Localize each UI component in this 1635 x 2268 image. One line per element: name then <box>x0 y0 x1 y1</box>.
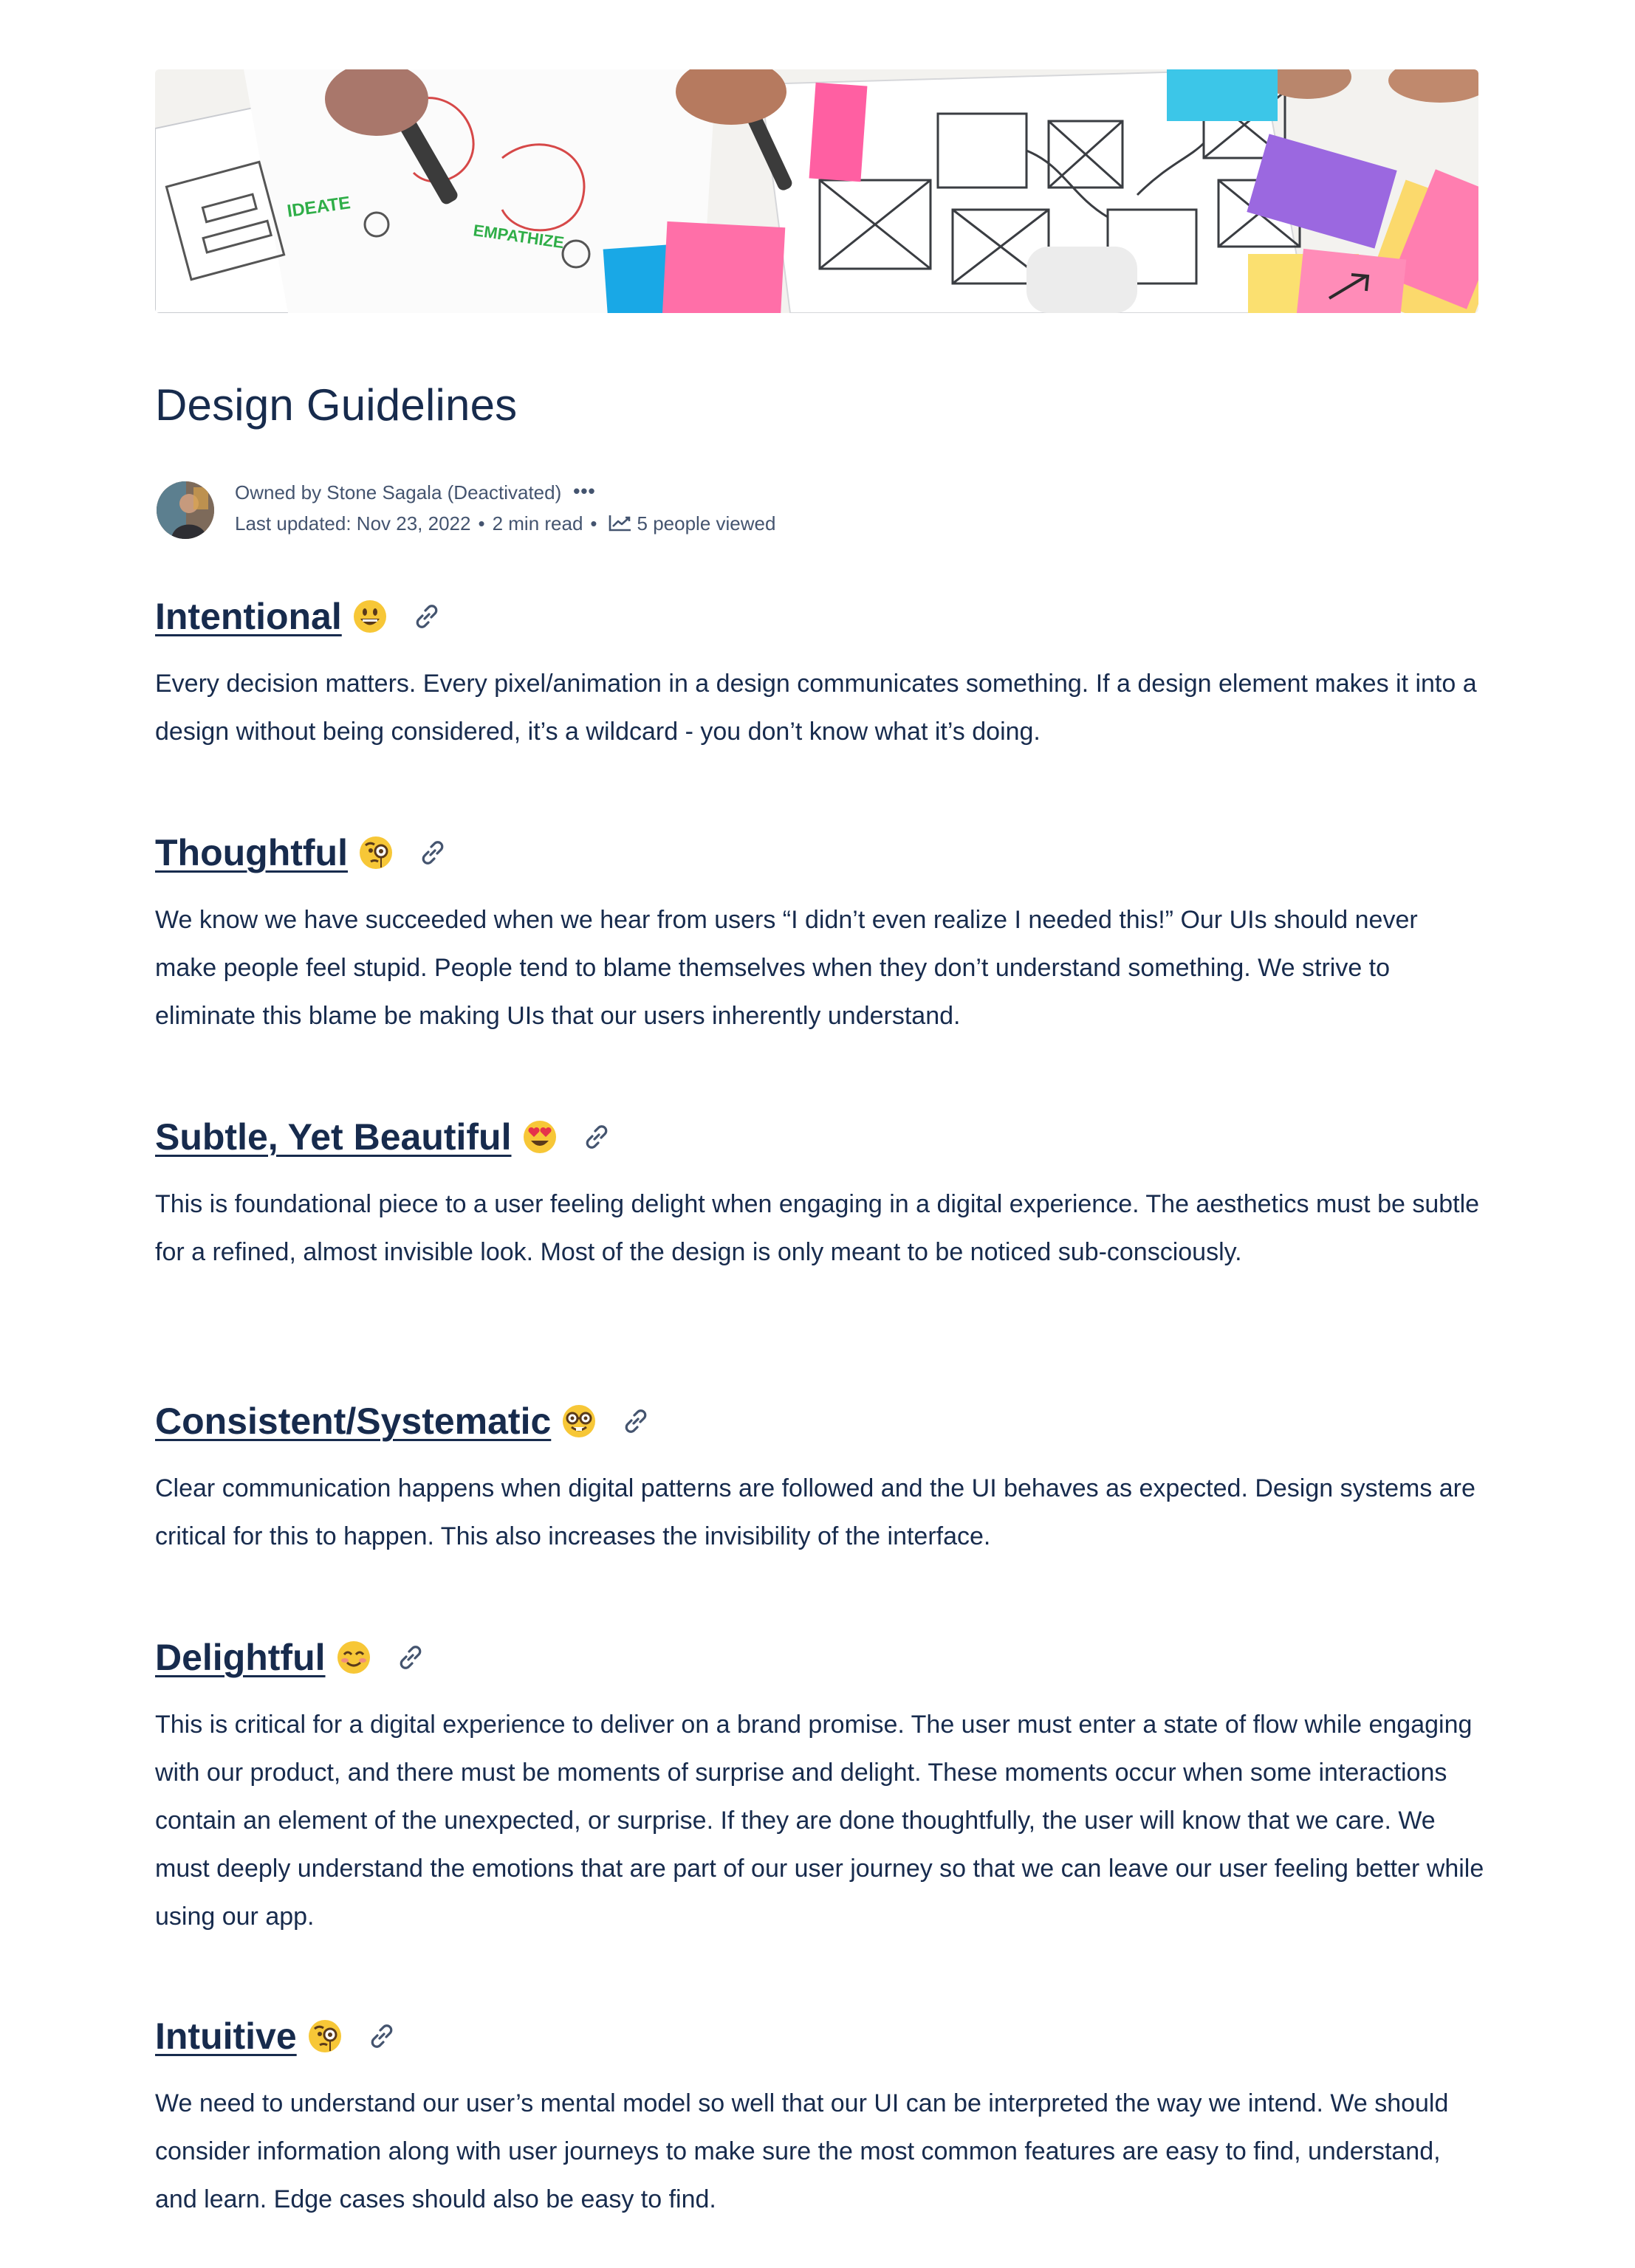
section-subtle-yet-beautiful <box>155 1111 1484 1276</box>
link-icon[interactable] <box>416 836 450 870</box>
last-updated[interactable]: Last updated: Nov 23, 2022 <box>235 512 471 535</box>
heading-consistent-systematic[interactable]: Consistent/Systematic <box>155 1401 552 1442</box>
face-with-monocle-icon <box>358 835 394 870</box>
avatar[interactable] <box>157 481 214 539</box>
section-heading <box>155 591 1484 642</box>
separator-dot: • <box>590 512 597 535</box>
section-heading <box>155 1111 1484 1163</box>
section-intuitive <box>155 2010 1484 2224</box>
read-time: 2 min read <box>492 512 583 535</box>
link-icon[interactable] <box>410 599 444 633</box>
heading-intentional[interactable]: Intentional <box>155 596 342 637</box>
avatar-photo <box>157 481 214 539</box>
section-body: This is foundational piece to a user feeling delight when engaging in a digital experience. The aesthetics must be subtle for a refined, almost invisible look. Most of the design is only meant to be noticed sub-consciously. <box>155 1190 1480 1266</box>
page-title: Design Guidelines <box>155 380 518 430</box>
section-body: Clear communication happens when digital patterns are followed and the UI behaves as expected. Design systems are critical for this to happen. This also increases the invisibility of the interface. <box>155 1474 1475 1550</box>
more-actions-button[interactable]: ••• <box>573 480 596 502</box>
section-thoughtful <box>155 827 1484 1040</box>
nerd-face-icon <box>561 1403 597 1439</box>
separator-dot: • <box>478 512 485 535</box>
svg-text:IDEATE: IDEATE <box>286 193 352 221</box>
link-icon[interactable] <box>365 2019 399 2053</box>
section-body: We know we have succeeded when we hear from users “I didn’t even realize I needed this!” Our UIs should never make people feel stupid. People tend to blame themselves when they don’t understand something. We strive to eliminate this blame be making UIs that our users inherently understand. <box>155 906 1418 1030</box>
section-heading <box>155 1632 1484 1683</box>
face-with-monocle-icon <box>307 2018 343 2054</box>
section-consistent-systematic <box>155 1395 1484 1561</box>
owner-name[interactable]: Owned by Stone Sagala (Deactivated) <box>235 481 562 504</box>
section-heading <box>155 2010 1484 2062</box>
section-delightful <box>155 1632 1484 1941</box>
grinning-face-icon <box>352 599 388 634</box>
link-icon[interactable] <box>394 1640 428 1674</box>
meta-line <box>235 512 775 535</box>
cover-image <box>155 69 1478 313</box>
link-icon[interactable] <box>619 1404 653 1438</box>
heading-intuitive[interactable]: Intuitive <box>155 2016 297 2057</box>
heart-eyes-icon <box>522 1119 558 1155</box>
section-body: Every decision matters. Every pixel/animation in a design communicates something. If a design element makes it into a design without being considered, it’s a wildcard - you don’t know what it’s doing. <box>155 670 1477 746</box>
section-body: We need to understand our user’s mental model so well that our UI can be interpreted the way we intend. We should consider information along with user journeys to make sure the most common features are easy to find, understand, and learn. Edge cases should also be easy to find. <box>155 2089 1449 2213</box>
section-body: This is critical for a digital experience to deliver on a brand promise. The user must enter a state of flow while engaging with our product, and there must be moments of surprise and delight. These moments occur when some interactions contain an element of the unexpected, or surprise. If they are done thoughtfully, the user will know that we care. We must deeply understand the emotions that are part of our user journey so that we can leave our user feeling better while using our app. <box>155 1711 1484 1931</box>
smiling-face-icon <box>336 1640 371 1675</box>
heading-subtle-yet-beautiful[interactable]: Subtle, Yet Beautiful <box>155 1116 512 1158</box>
section-heading <box>155 827 1484 879</box>
link-icon[interactable] <box>580 1120 614 1154</box>
chart-line-icon <box>608 513 633 532</box>
cover-illustration <box>155 69 1478 313</box>
people-viewed[interactable]: 5 people viewed <box>637 512 776 535</box>
owner-line <box>235 480 596 504</box>
heading-thoughtful[interactable]: Thoughtful <box>155 832 348 873</box>
section-heading <box>155 1395 1484 1447</box>
heading-delightful[interactable]: Delightful <box>155 1637 326 1678</box>
svg-text:EMPATHIZE: EMPATHIZE <box>472 221 566 252</box>
section-intentional <box>155 591 1484 756</box>
